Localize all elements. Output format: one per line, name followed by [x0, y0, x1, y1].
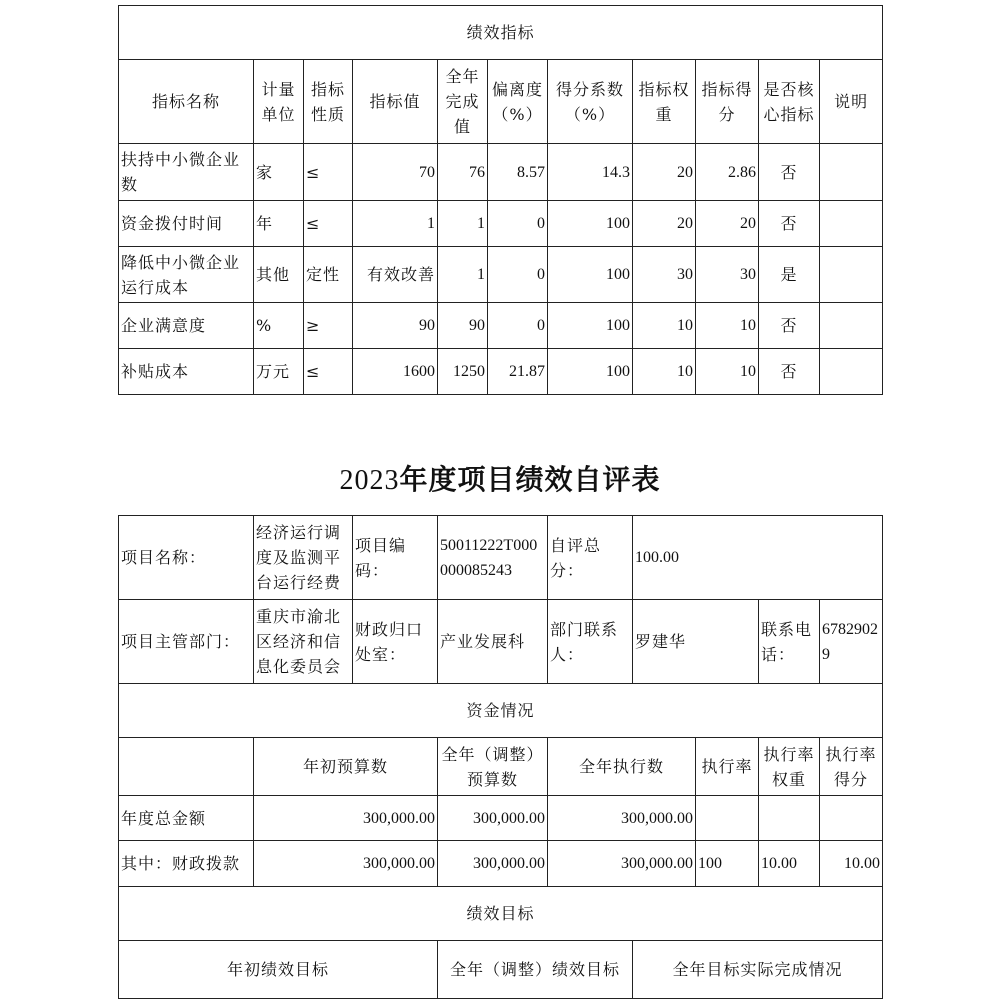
- indicator-score: 10: [696, 303, 759, 349]
- indicator-coefficient: 100: [548, 201, 633, 247]
- department-row: [119, 600, 883, 684]
- header-cell: 是否核心指标: [759, 60, 820, 144]
- fund-executed: 300,000.00: [548, 841, 696, 887]
- indicator-note: [820, 349, 883, 395]
- fund-rate: [696, 796, 759, 841]
- finance-value: 产业发展科: [438, 600, 548, 684]
- indicator-coefficient: 100: [548, 303, 633, 349]
- table-row: [119, 841, 883, 887]
- header-cell: [119, 738, 254, 796]
- header-cell: 计量单位: [254, 60, 304, 144]
- indicator-value: 有效改善: [353, 247, 438, 303]
- indicator-core: 否: [759, 201, 820, 247]
- header-cell: 说明: [820, 60, 883, 144]
- indicator-coefficient: 100: [548, 349, 633, 395]
- indicator-table: [118, 5, 883, 395]
- fund-row-label: 其中：财政拨款: [119, 841, 254, 887]
- fund-adjusted: 300,000.00: [438, 841, 548, 887]
- indicator-nature: ≤: [304, 201, 353, 247]
- indicator-header-row: [119, 60, 883, 144]
- indicator-nature: 定性: [304, 247, 353, 303]
- indicator-actual: 1: [438, 201, 488, 247]
- header-cell: 执行率权重: [759, 738, 820, 796]
- indicator-core: 否: [759, 144, 820, 201]
- fund-header-row: [119, 738, 883, 796]
- indicator-core: 是: [759, 247, 820, 303]
- fund-rate-weight: 10.00: [759, 841, 820, 887]
- indicator-unit: 其他: [254, 247, 304, 303]
- indicator-nature: ≤: [304, 144, 353, 201]
- indicator-name: 扶持中小微企业数: [119, 144, 254, 201]
- indicator-coefficient: 14.3: [548, 144, 633, 201]
- indicator-core: 否: [759, 303, 820, 349]
- table-row: [119, 796, 883, 841]
- fund-adjusted: 300,000.00: [438, 796, 548, 841]
- header-cell: 指标性质: [304, 60, 353, 144]
- indicator-value: 1: [353, 201, 438, 247]
- indicator-actual: 76: [438, 144, 488, 201]
- score-value: 100.00: [633, 516, 883, 600]
- dept-label: 项目主管部门：: [119, 600, 254, 684]
- page-title: [0, 458, 1000, 498]
- table-row: [119, 303, 883, 349]
- table-row: [119, 349, 883, 395]
- project-name-label: 项目名称：: [119, 516, 254, 600]
- indicator-deviation: 8.57: [488, 144, 548, 201]
- indicator-actual: 90: [438, 303, 488, 349]
- fund-row-label: 年度总金额: [119, 796, 254, 841]
- indicator-weight: 30: [633, 247, 696, 303]
- indicator-weight: 20: [633, 201, 696, 247]
- fund-rate-score: 10.00: [820, 841, 883, 887]
- indicator-deviation: 0: [488, 303, 548, 349]
- indicator-unit: 万元: [254, 349, 304, 395]
- header-cell: 年初预算数: [254, 738, 438, 796]
- finance-label: 财政归口处室：: [353, 600, 438, 684]
- indicator-unit: 家: [254, 144, 304, 201]
- indicator-score: 30: [696, 247, 759, 303]
- header-cell: 全年目标实际完成情况: [633, 941, 883, 999]
- score-label: 自评总分：: [548, 516, 633, 600]
- header-cell: 全年（调整）预算数: [438, 738, 548, 796]
- indicator-deviation: 21.87: [488, 349, 548, 395]
- indicator-value: 90: [353, 303, 438, 349]
- header-cell: 指标权重: [633, 60, 696, 144]
- header-cell: 年初绩效目标: [119, 941, 438, 999]
- indicator-actual: 1250: [438, 349, 488, 395]
- header-cell: 全年执行数: [548, 738, 696, 796]
- header-cell: 全年（调整）绩效目标: [438, 941, 633, 999]
- indicator-nature: ≥: [304, 303, 353, 349]
- fund-executed: 300,000.00: [548, 796, 696, 841]
- table-row: [119, 144, 883, 201]
- dept-value: 重庆市渝北区经济和信息化委员会: [254, 600, 353, 684]
- contact-label: 部门联系人：: [548, 600, 633, 684]
- indicator-name: 企业满意度: [119, 303, 254, 349]
- indicator-name: 资金拨付时间: [119, 201, 254, 247]
- indicator-unit: 年: [254, 201, 304, 247]
- indicator-note: [820, 303, 883, 349]
- header-cell: 全年完成值: [438, 60, 488, 144]
- indicator-weight: 10: [633, 303, 696, 349]
- table-row: [119, 247, 883, 303]
- contact-value: 罗建华: [633, 600, 759, 684]
- indicator-nature: ≤: [304, 349, 353, 395]
- indicator-unit: %: [254, 303, 304, 349]
- header-cell: 得分系数（%）: [548, 60, 633, 144]
- header-cell: 指标值: [353, 60, 438, 144]
- title-text: 年度项目绩效自评表: [399, 463, 661, 496]
- header-cell: 指标名称: [119, 60, 254, 144]
- indicator-score: 20: [696, 201, 759, 247]
- project-name: 经济运行调度及监测平台运行经费: [254, 516, 353, 600]
- fund-rate: 100: [696, 841, 759, 887]
- fund-rate-weight: [759, 796, 820, 841]
- indicator-note: [820, 247, 883, 303]
- goal-header-row: [119, 941, 883, 999]
- section-funds: 资金情况: [119, 684, 883, 738]
- indicator-note: [820, 144, 883, 201]
- indicator-deviation: 0: [488, 247, 548, 303]
- indicator-core: 否: [759, 349, 820, 395]
- phone-value: 67829029: [820, 600, 883, 684]
- section-indicators: 绩效指标: [119, 6, 883, 60]
- indicator-value: 70: [353, 144, 438, 201]
- header-cell: 执行率得分: [820, 738, 883, 796]
- table-row: [119, 201, 883, 247]
- indicator-coefficient: 100: [548, 247, 633, 303]
- indicator-actual: 1: [438, 247, 488, 303]
- indicator-value: 1600: [353, 349, 438, 395]
- indicator-weight: 10: [633, 349, 696, 395]
- header-cell: 指标得分: [696, 60, 759, 144]
- indicator-score: 2.86: [696, 144, 759, 201]
- indicator-weight: 20: [633, 144, 696, 201]
- project-code: 50011222T000000085243: [438, 516, 548, 600]
- indicator-name: 补贴成本: [119, 349, 254, 395]
- indicator-note: [820, 201, 883, 247]
- project-code-label: 项目编码：: [353, 516, 438, 600]
- fund-initial: 300,000.00: [254, 841, 438, 887]
- indicator-score: 10: [696, 349, 759, 395]
- header-cell: 偏离度（%）: [488, 60, 548, 144]
- header-cell: 执行率: [696, 738, 759, 796]
- indicator-name: 降低中小微企业运行成本: [119, 247, 254, 303]
- self-evaluation-table: [118, 515, 883, 999]
- fund-rate-score: [820, 796, 883, 841]
- project-info-row: [119, 516, 883, 600]
- title-year: 2023: [339, 465, 400, 496]
- fund-initial: 300,000.00: [254, 796, 438, 841]
- section-goals: 绩效目标: [119, 887, 883, 941]
- phone-label: 联系电话：: [759, 600, 820, 684]
- indicator-deviation: 0: [488, 201, 548, 247]
